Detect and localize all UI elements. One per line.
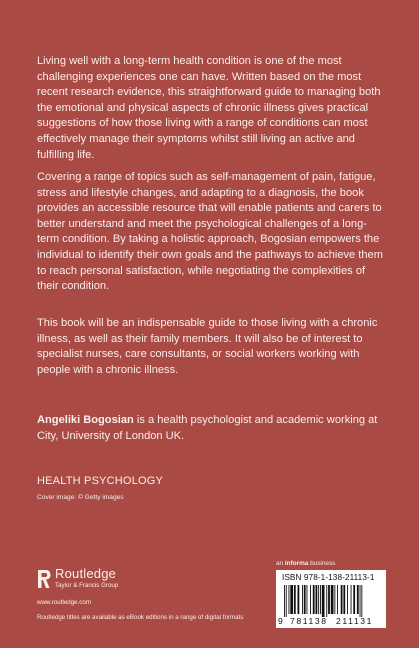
barcode-bars	[282, 585, 380, 617]
publisher-group: Taylor & Francis Group	[55, 582, 119, 589]
barcode-bar	[294, 585, 296, 614]
author-bio	[37, 413, 389, 444]
barcode-bar	[290, 585, 293, 614]
informa-prefix: an	[276, 560, 284, 567]
barcode-bar	[304, 585, 306, 614]
barcode-bar	[298, 585, 300, 614]
blurb-paragraph-3: This book will be an indispensable guide to those living with a chronic illness, as well as their family members. It will also be of interest to specialist nurses, care consultants, or social workers working with people with a chronic illness.	[37, 317, 378, 376]
barcode-bar	[326, 585, 327, 617]
barcode-bar	[322, 585, 325, 617]
barcode-bar	[320, 585, 321, 614]
barcode-bar	[284, 585, 285, 617]
informa-suffix: business	[310, 560, 336, 567]
informa-brand: informa	[284, 560, 309, 567]
routledge-r-icon	[37, 568, 51, 590]
barcode-bar	[318, 585, 319, 614]
subject-category: HEALTH PSYCHOLOGY	[37, 475, 164, 487]
barcode-bar	[343, 585, 345, 614]
publisher-website: www.routledge.com	[37, 599, 91, 606]
barcode-bar	[286, 585, 287, 617]
author-name: Angeliki Bogosian	[37, 414, 134, 426]
barcode-bar	[353, 585, 355, 614]
blurb-paragraph-1: Living well with a long-term health condition is one of the most challenging experiences one can have. Written based on the most recent research evidence, this straightforward guide to managing both the emotional and physical aspects of chronic illness gives practical suggestions of how those living with a range of conditions can most effectively manage their symptoms whilst still living an active and fulfilling life.	[37, 55, 381, 161]
ean-digit-group-left: 781138	[290, 616, 328, 626]
barcode-bar	[316, 585, 318, 614]
barcode-bar	[310, 585, 311, 614]
barcode-bar	[307, 585, 308, 614]
ean-digit-group-right: 211131	[336, 616, 373, 626]
barcode-bar	[360, 585, 361, 617]
ebook-note: Routledge titles are available as eBook editions in a range of digital formats	[37, 614, 244, 621]
author-description: is a health psychologist and academic working at City, University of London UK.	[37, 414, 378, 442]
barcode-bar	[341, 585, 343, 614]
cover-image-credit: Cover image: © Getty images	[37, 494, 124, 501]
barcode-bar	[331, 585, 334, 614]
blurb-paragraph-2: Covering a range of topics such as self-management of pain, fatigue, stress and lifestyle changes, and adapting to a diagnosis, the book provides an accessible resource that will enable patients and carers to better understand and meet the psychological challenges of a long-term condition. By taking a holistic approach, Bogosian empowers the individual to identify their own goals and the pathways to achieve them to reach personal satisfaction, while negotiating the complexities of their condition.	[37, 171, 383, 293]
barcode-bar	[328, 585, 330, 614]
barcode-bar	[351, 585, 352, 614]
informa-tagline	[276, 560, 335, 567]
barcode-bar	[337, 585, 338, 614]
barcode-bar	[357, 585, 359, 614]
publisher-logo	[37, 566, 167, 600]
barcode-bar	[313, 585, 315, 614]
isbn-barcode	[276, 570, 386, 628]
barcode-bar	[347, 585, 348, 614]
isbn-label: ISBN 978-1-138-21113-1	[282, 573, 375, 582]
ean-digit-lead: 9	[278, 616, 283, 626]
barcode-bar	[334, 585, 335, 614]
barcode-bar	[302, 585, 303, 614]
barcode-bar	[361, 585, 362, 617]
publisher-name: Routledge	[55, 566, 117, 581]
barcode-bar	[289, 585, 290, 614]
